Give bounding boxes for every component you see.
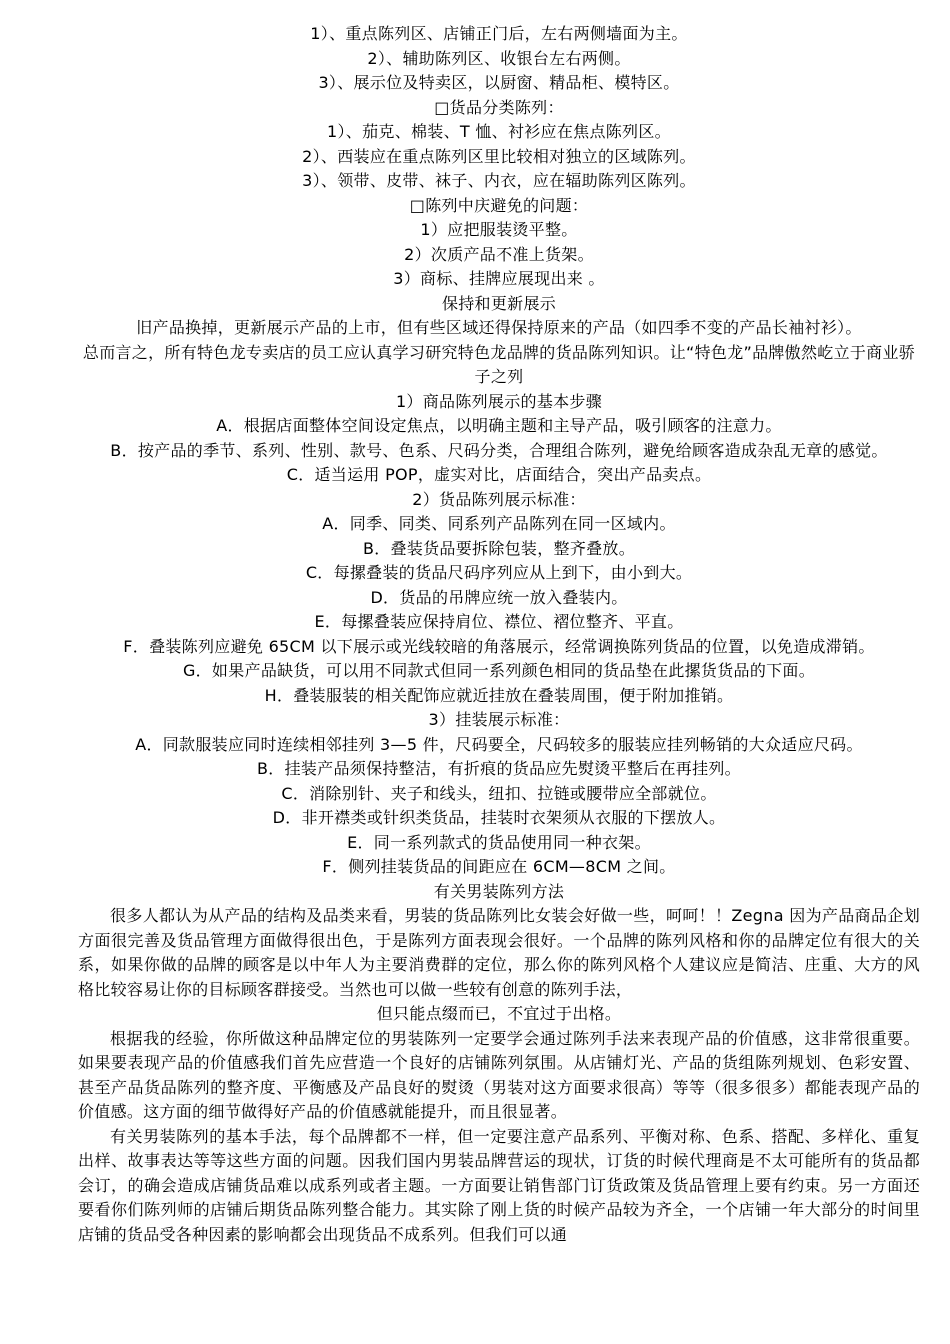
section-heading-display-standard: 2）货品陈列展示标准： (412, 489, 586, 509)
paragraph-menswear-intro: 很多人都认为从产品的结构及品类来看，男装的货品陈列比女装会好做一些，呵呵！！Zegna 因为产品商品企划方面很完善及货品管理方面做得很出色，于是陈列方面表现会很好。一个品牌的陈列风格和你的品牌定位有很大的关系，如果你做的品牌的顾客是以中年人为主要消费群的定位，那么你的陈列风格个人建议应是简洁、庄重、大方的风格比较容易让你的目标顾客群接受。当然也可以做一些较有创意的陈列手法， (78, 906, 920, 999)
section-heading-avoid-issues: □陈列中庆避免的问题： (409, 195, 589, 215)
list-line-d: D．非开襟类或针织类货品，挂装时衣架须从衣服的下摆放人。 (272, 808, 726, 827)
list-line-c: C．消除别针、夹子和线头，纽扣、拉链或腰带应全部就位。 (281, 783, 717, 803)
list-line-g: G．如果产品缺货，可以用不同款式但同一系列颜色相同的货品垫在此摞货货品的下面。 (182, 661, 816, 680)
list-line-a: A．同款服装应同时连续相邻挂列 3—5 件，尺码要全，尺码较多的服装应挂列畅销的大众适应尺码。 (135, 734, 863, 754)
list-line-f: F．叠装陈列应避免 65CM 以下展示或光线较暗的角落展示，经常调换陈列货品的位置，以免造成滞销。 (123, 636, 875, 656)
list-line-b: B．挂装产品须保持整洁，有折痕的货品应先熨烫平整后在再挂列。 (257, 759, 741, 778)
list-line-4: 1）、茄克、棉装、T 恤、衬衫应在焦点陈列区。 (327, 122, 671, 141)
paragraph-menswear-intro-end: 但只能点缀而已，不宜过于出格。 (376, 1004, 622, 1023)
list-line-b: B．按产品的季节、系列、性别、款号、色系、尺码分类，合理组合陈列，避免给顾客造成杂乱无章的感觉。 (110, 440, 888, 460)
list-line-d: D．货品的吊牌应统一放入叠装内。 (370, 587, 628, 607)
document-page (78, 22, 920, 1247)
list-line-a: A．同季、同类、同系列产品陈列在同一区域内。 (322, 514, 676, 533)
list-line-c: C．每摞叠装的货品尺码序列应从上到下，由小到大。 (305, 563, 693, 582)
list-line-a: A．根据店面整体空间设定焦点，以明确主题和主导产品，吸引顾客的注意力。 (216, 416, 782, 435)
list-line-9: 3）商标、挂牌应展现出来 。 (393, 269, 605, 288)
section-heading-basic-steps: 1）商品陈列展示的基本步骤 (395, 391, 603, 411)
list-line-c: C．适当运用 POP，虚实对比，店面结合，突出产品卖点。 (286, 465, 712, 484)
paragraph-line: 旧产品换掉，更新展示产品的上市，但有些区域还得保持原来的产品（如四季不变的产品长袖衬衫）。 (136, 318, 862, 337)
list-line-8: 2）次质产品不准上货架。 (404, 244, 594, 264)
list-line-2: 2）、辅助陈列区、收银台左右两侧。 (367, 48, 631, 68)
list-line-1: 1）、重点陈列区、店铺正门后，左右两侧墙面为主。 (310, 24, 688, 43)
section-heading-keep-update: 保持和更新展示 (441, 293, 557, 313)
list-line-5: 2）、西装应在重点陈列区里比较相对独立的区域陈列。 (302, 146, 696, 166)
list-line-6: 3）、领带、皮带、袜子、内衣，应在辐助陈列区陈列。 (302, 171, 696, 190)
list-line-h: H．叠装服装的相关配饰应就近挂放在叠装周围，便于附加推销。 (264, 685, 734, 705)
list-line-b: B．叠装货品要拆除包装，整齐叠放。 (362, 538, 636, 558)
paragraph-summary: 总而言之，所有特色龙专卖店的员工应认真学习研究特色龙品牌的货品陈列知识。让“特色龙”品牌傲然屹立于商业骄子之列 (82, 342, 916, 386)
section-heading-menswear: 有关男装陈列方法 (433, 881, 565, 901)
paragraph-experience: 根据我的经验，你所做这种品牌定位的男装陈列一定要学会通过陈列手法来表现产品的价值感，这非常很重要。如果要表现产品的价值感我们首先应营造一个良好的店铺陈列氛围。从店铺灯光、产品的货组陈列规划、色彩安置、甚至产品货品陈列的整齐度、平衡感及产品良好的熨烫（男装对这方面要求很高）等等（很多很多）都能表现产品的价值感。这方面的细节做得好产品的价值感就能提升，而且很显著。 (78, 1028, 920, 1121)
list-line-3: 3）、展示位及特卖区，以厨窗、精品柜、模特区。 (318, 73, 680, 92)
section-heading-category-display: □货品分类陈列： (434, 97, 564, 117)
paragraph-basic-techniques: 有关男装陈列的基本手法，每个品牌都不一样，但一定要注意产品系列、平衡对称、色系、搭配、多样化、重复出样、故事表达等等这些方面的问题。因我们国内男装品牌营运的现状，订货的时候代理商是不太可能所有的货品都会订，的确会造成店铺货品难以成系列或者主题。一方面要让销售部门订货政策及货品管理上要有约束。另一方面还要看你们陈列师的店铺后期货品陈列整合能力。其实除了刚上货的时候产品较为齐全，一个店铺一年大部分的时间里店铺的货品受各种因素的影响都会出现货品不成系列。但我们可以通 (78, 1126, 920, 1244)
list-line-7: 1）应把服装烫平整。 (420, 220, 578, 239)
section-heading-hanging-standard: 3）挂装展示标准： (428, 710, 570, 729)
list-line-e: E．每摞叠装应保持肩位、襟位、褶位整齐、平直。 (314, 612, 684, 631)
list-line-f: F．侧列挂装货品的间距应在 6CM—8CM 之间。 (322, 857, 676, 876)
list-line-e: E．同一系列款式的货品使用同一种衣架。 (347, 832, 651, 852)
